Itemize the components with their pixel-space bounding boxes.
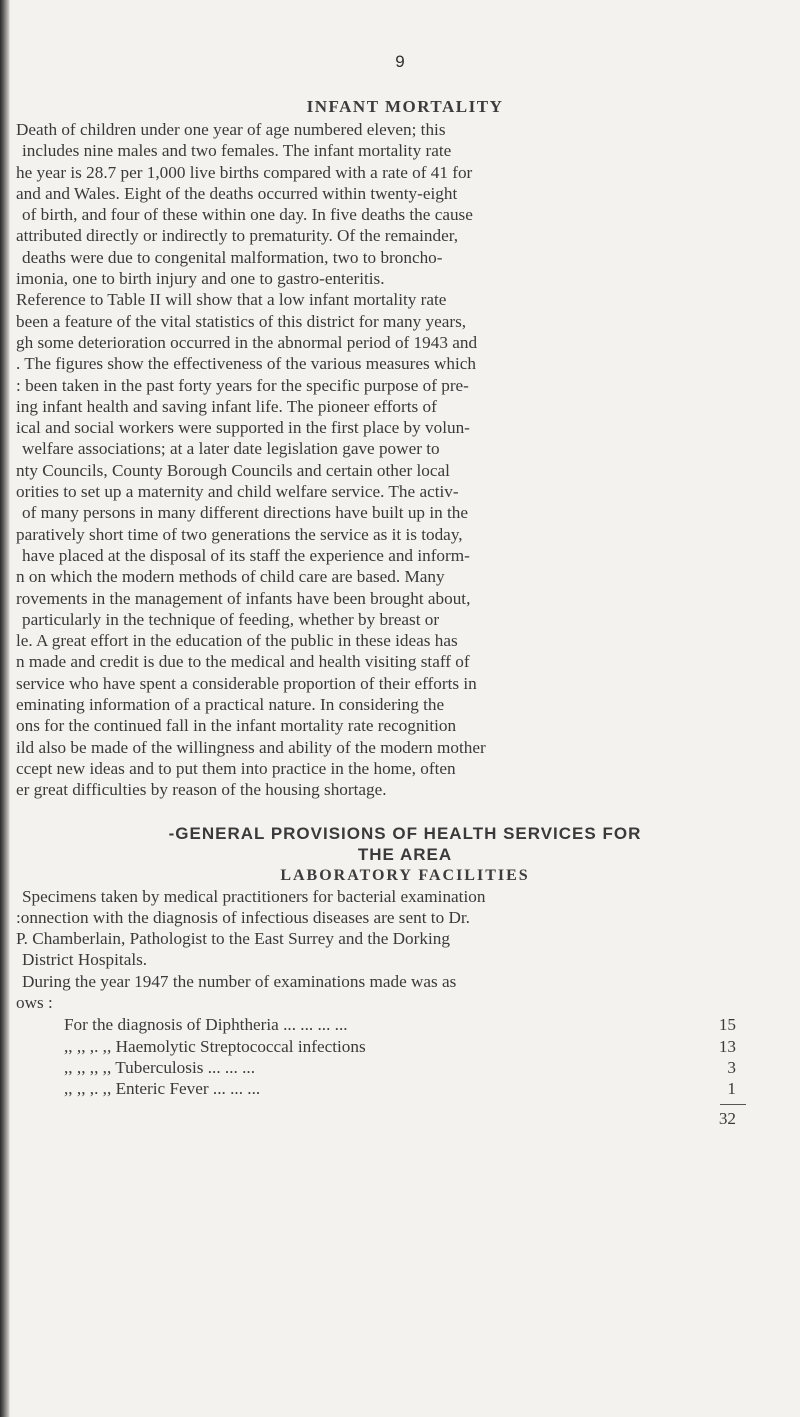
- text-line: . The figures show the effectiveness of the various measures which: [16, 354, 476, 374]
- text-line: rovements in the management of infants have been brought about,: [16, 588, 471, 608]
- examinations-table: [16, 1014, 794, 1130]
- examination-row: [16, 1014, 794, 1035]
- text-line: n on which the modern methods of child care are based. Many: [16, 567, 445, 587]
- text-line: have placed at the disposal of its staff the experience and inform-: [22, 545, 470, 565]
- text-line: ons for the continued fall in the infant mortality rate recognition: [16, 716, 457, 736]
- examination-count: 3: [727, 1058, 736, 1078]
- examination-label: ,, ,, ,, ,, Tuberculosis ... ... ...: [64, 1058, 255, 1078]
- text-line: particularly in the technique of feeding, whether by breast or: [22, 609, 440, 629]
- general-provisions-title: [16, 823, 794, 865]
- text-line: includes nine males and two females. The infant mortality rate: [22, 141, 452, 161]
- text-line: Reference to Table II will show that a low infant mortality rate: [16, 290, 447, 310]
- laboratory-heading: LABORATORY FACILITIES: [280, 866, 530, 884]
- text-line: nty Councils, County Borough Councils and certain other local: [16, 460, 450, 480]
- text-line: of many persons in many different directions have built up in the: [22, 503, 468, 523]
- text-line: imonia, one to birth injury and one to gastro-enteritis.: [16, 269, 385, 289]
- text-line: n made and credit is due to the medical and health visiting staff of: [16, 652, 470, 672]
- text-line: District Hospitals.: [22, 950, 148, 970]
- examination-label: ,, ,, ,. ,, Enteric Fever ... ... ...: [64, 1079, 261, 1099]
- text-line: ccept new ideas and to put them into practice in the home, often: [16, 758, 456, 778]
- text-line: er great difficulties by reason of the housing shortage.: [16, 780, 387, 800]
- laboratory-text: [16, 886, 794, 1014]
- text-line: ical and social workers were supported in the first place by volun-: [16, 418, 470, 438]
- text-line: and and Wales. Eight of the deaths occurred within twenty-eight: [16, 183, 458, 203]
- text-line: gh some deterioration occurred in the abnormal period of 1943 and: [16, 332, 478, 352]
- text-line: he year is 28.7 per 1,000 live births compared with a rate of 41 for: [16, 162, 473, 182]
- text-line: ing infant health and saving infant life. The pioneer efforts of: [16, 396, 437, 416]
- general-provisions-title-line1: -GENERAL PROVISIONS OF HEALTH SERVICES FOR: [168, 823, 642, 843]
- examination-label: ,, ,, ,. ,, Haemolytic Streptococcal infections: [64, 1036, 366, 1056]
- text-line: ild also be made of the willingness and ability of the modern mother: [16, 737, 486, 757]
- examination-row: [16, 1078, 794, 1099]
- total-rule: [720, 1104, 746, 1105]
- text-line: P. Chamberlain, Pathologist to the East Surrey and the Dorking: [16, 929, 450, 949]
- text-line: During the year 1947 the number of examinations made was as: [22, 971, 457, 991]
- examination-count: 1: [727, 1079, 736, 1099]
- examination-label: For the diagnosis of Diphtheria ... ... ... ...: [64, 1015, 348, 1035]
- text-line: service who have spent a considerable proportion of their efforts in: [16, 673, 477, 693]
- text-line: attributed directly or indirectly to prematurity. Of the remainder,: [16, 226, 459, 246]
- text-line: ows :: [16, 992, 53, 1012]
- text-line: le. A great effort in the education of the public in these ideas has: [16, 631, 458, 651]
- text-line: of birth, and four of these within one day. In five deaths the cause: [22, 205, 473, 225]
- text-line: Specimens taken by medical practitioners for bacterial examination: [22, 886, 486, 906]
- text-line: :onnection with the diagnosis of infectious diseases are sent to Dr.: [16, 907, 470, 927]
- infant-mortality-heading: INFANT MORTALITY: [306, 97, 504, 116]
- examinations-total: 32: [718, 1108, 736, 1128]
- text-line: deaths were due to congenital malformation, two to broncho-: [22, 247, 443, 267]
- text-line: been a feature of the vital statistics of this district for many years,: [16, 311, 467, 331]
- examination-row: [16, 1036, 794, 1057]
- examination-count: 15: [718, 1015, 736, 1035]
- infant-mortality-text: [16, 119, 794, 801]
- text-line: welfare associations; at a later date legislation gave power to: [22, 439, 440, 459]
- page-number: 9: [395, 52, 405, 71]
- binding-edge: [0, 0, 10, 1417]
- text-line: paratively short time of two generations the service as it is today,: [16, 524, 463, 544]
- general-provisions-title-line2: THE AREA: [357, 844, 453, 864]
- examination-row: [16, 1057, 794, 1078]
- document-page: [16, 50, 794, 1130]
- text-line: : been taken in the past forty years for the specific purpose of pre-: [16, 375, 469, 395]
- text-line: orities to set up a maternity and child welfare service. The activ-: [16, 482, 459, 502]
- text-line: Death of children under one year of age numbered eleven; this: [16, 120, 446, 139]
- examination-count: 13: [718, 1036, 736, 1056]
- text-line: eminating information of a practical nature. In considering the: [16, 695, 445, 715]
